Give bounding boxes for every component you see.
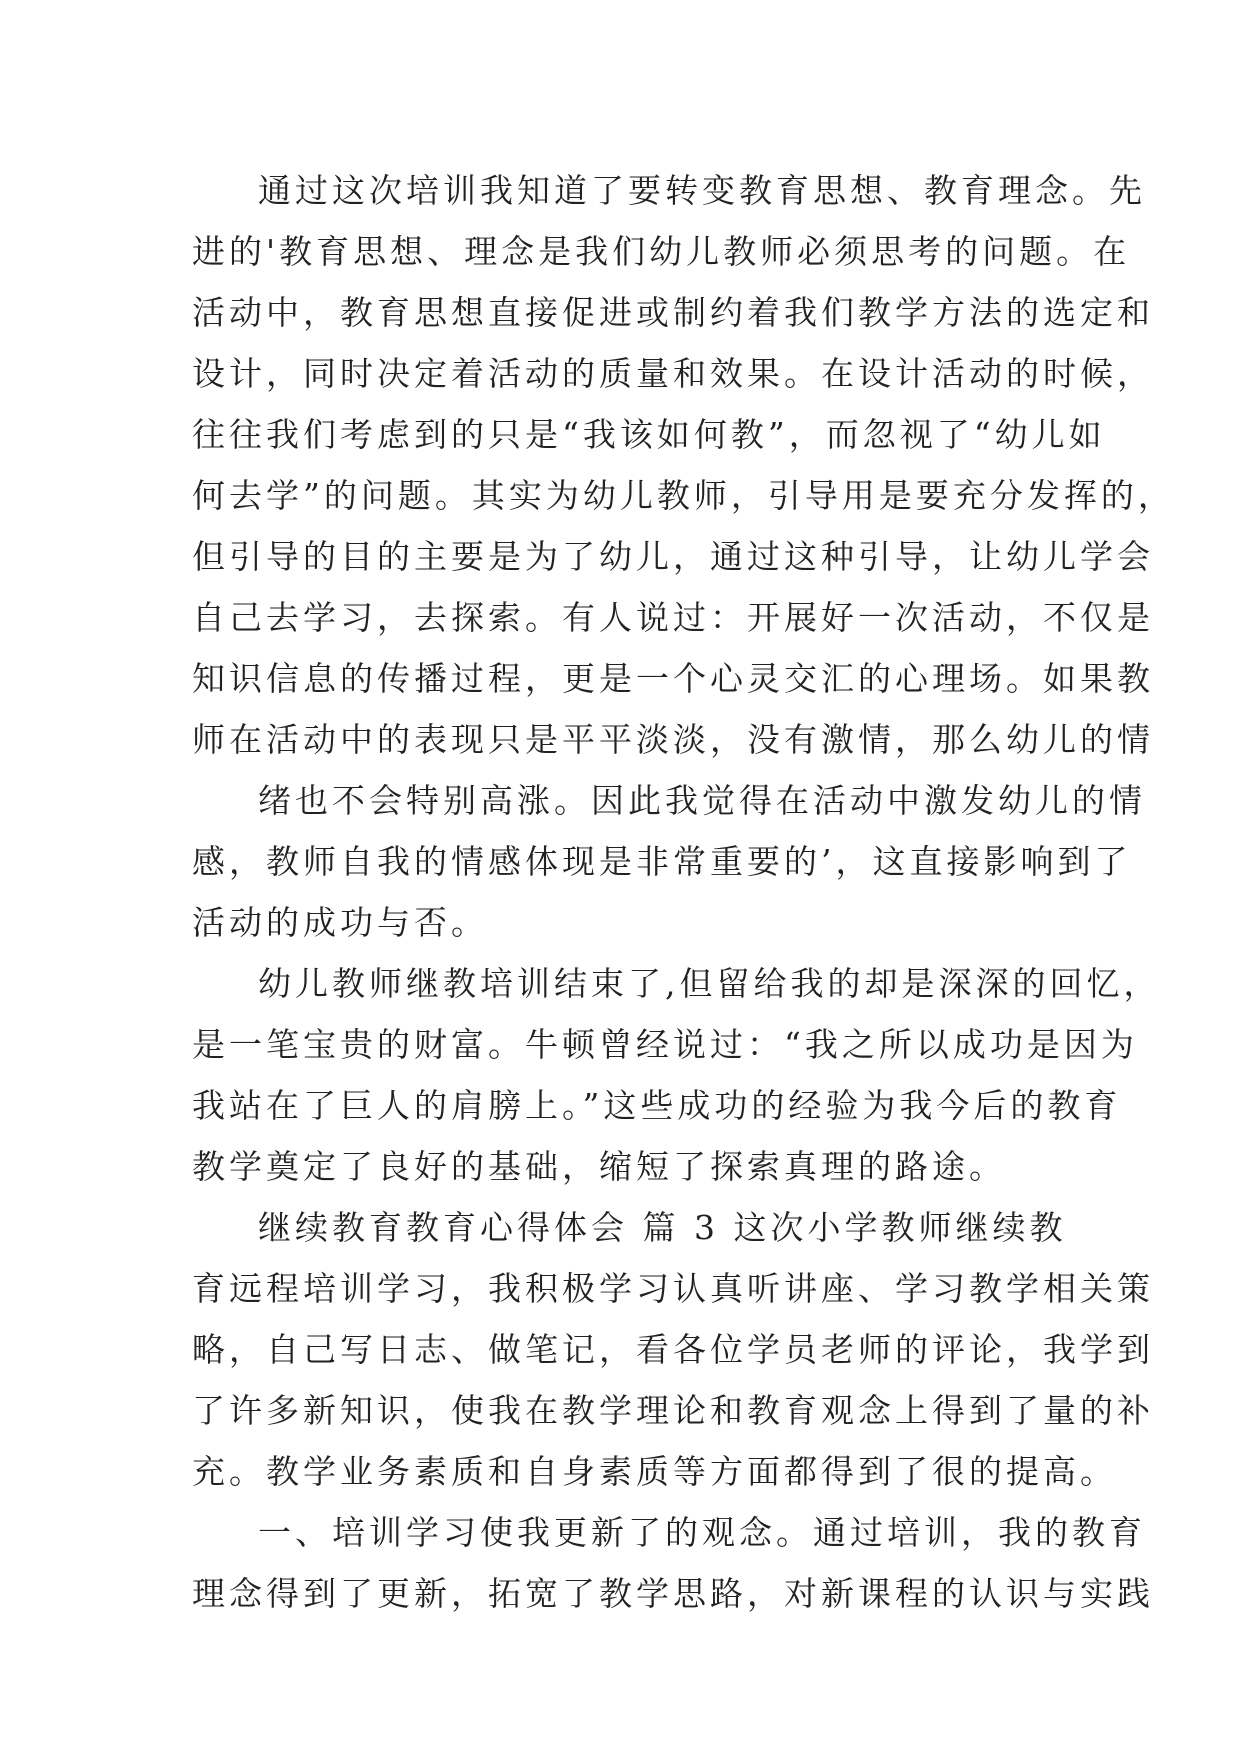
text-line: 知识信息的传播过程，更是一个心灵交汇的心理场。如果教 [192,659,1154,698]
text-line: 教学奠定了良好的基础，缩短了探索真理的路途。 [192,1147,1006,1186]
text-line: 活动的成功与否。 [192,903,488,942]
text-line: 我站在了巨人的肩膀上。”这些成功的经验为我今后的教育 [192,1086,1122,1125]
text-line: 进的'教育思想、理念是我们幼儿教师必须思考的问题。在 [192,232,1131,271]
text-line: 一、培训学习使我更新了的观念。通过培训，我的教育 [258,1513,1146,1552]
text-line: 了许多新知识，使我在教学理论和教育观念上得到了量的补 [192,1391,1154,1430]
text-line: 往往我们考虑到的只是“我该如何教”，而忽视了“幼儿如 [192,415,1106,454]
text-line: 理念得到了更新，拓宽了教学思路，对新课程的认识与实践 [192,1574,1154,1613]
text-line: 通过这次培训我知道了要转变教育思想、教育理念。先 [258,171,1146,210]
text-line: 师在活动中的表现只是平平淡淡，没有激情，那么幼儿的情 [192,720,1154,759]
text-line: 绪也不会特别高涨。因此我觉得在活动中激发幼儿的情 [258,781,1146,820]
text-line: 是一笔宝贵的财富。牛顿曾经说过：“我之所以成功是因为 [192,1025,1138,1064]
text-line: 自己去学习，去探索。有人说过：开展好一次活动，不仅是 [192,598,1154,637]
text-line: 育远程培训学习，我积极学习认真听讲座、学习教学相关策 [192,1269,1154,1308]
text-line: 充。教学业务素质和自身素质等方面都得到了很的提高。 [192,1452,1117,1491]
text-line: 但引导的目的主要是为了幼儿，通过这种引导，让幼儿学会 [192,537,1154,576]
text-line: 继续教育教育心得体会 篇 3 这次小学教师继续教 [258,1208,1067,1247]
text-line: 感，教师自我的情感体现是非常重要的’，这直接影响到了 [192,842,1132,881]
text-line: 何去学”的问题。其实为幼儿教师，引导用是要充分发挥的， [192,476,1175,515]
document-body [192,160,1175,1624]
text-line: 略，自己写日志、做笔记，看各位学员老师的评论，我学到 [192,1330,1154,1369]
text-line: 设计，同时决定着活动的质量和效果。在设计活动的时候， [192,354,1154,393]
text-line: 活动中，教育思想直接促进或制约着我们教学方法的选定和 [192,293,1154,332]
text-line: 幼儿教师继教培训结束了,但留给我的却是深深的回忆， [258,964,1161,1003]
